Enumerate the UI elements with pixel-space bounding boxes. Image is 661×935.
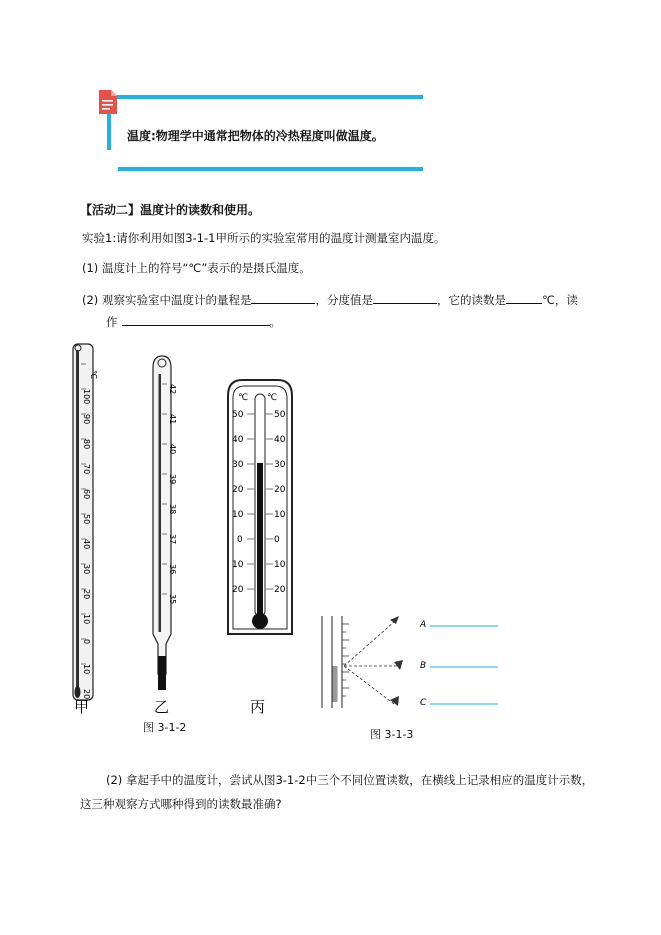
bing-unit-left: ℃ xyxy=(238,393,249,403)
thermometer-jia xyxy=(73,344,98,700)
bing-left-10: 10 xyxy=(232,510,244,520)
jia-label-50: 50 xyxy=(82,514,91,525)
yi-label-38: 38 xyxy=(168,504,177,515)
bing-right-50: 50 xyxy=(274,410,286,420)
bing-right-30: 30 xyxy=(274,460,286,470)
bing-unit-right: ℃ xyxy=(267,393,278,403)
range-blank[interactable] xyxy=(251,292,315,304)
bing-right-neg20: 20 xyxy=(274,585,286,595)
jia-label-30: 30 xyxy=(82,564,91,575)
jia-label-90: 90 xyxy=(82,414,91,425)
figure-3-1-2 xyxy=(60,334,310,724)
definition-text: 温度:物理学中通常把物体的冷热程度叫做温度。 xyxy=(127,129,384,143)
yi-label-35: 35 xyxy=(168,594,177,605)
bing-left-0: 0 xyxy=(237,535,243,545)
q2b-prefix: 作 xyxy=(106,315,118,329)
jia-label-neg20: 20 xyxy=(82,689,91,700)
jia-unit: ℃ xyxy=(89,370,98,379)
bing-right-0: 0 xyxy=(274,535,280,545)
bing-left-neg20: 20 xyxy=(232,585,244,595)
division-value-blank[interactable] xyxy=(373,292,437,304)
jia-label-70: 70 xyxy=(82,464,91,475)
yi-label-39: 39 xyxy=(168,474,177,485)
eye-icons xyxy=(390,616,403,706)
figure-3-1-3-caption: 图 3-1-3 xyxy=(370,728,414,741)
definition-box-top-border xyxy=(107,95,423,99)
question-1: (1) 温度计上的符号“℃”表示的是摄氏温度。 xyxy=(82,261,311,275)
thermometer-yi xyxy=(153,356,177,690)
question-2-continued xyxy=(106,314,281,330)
jia-label-neg10: 10 xyxy=(82,664,91,675)
experiment-instruction: 实验1:请你利用如图3-1-1甲所示的实验室常用的温度计测量室内温度。 xyxy=(82,231,446,245)
yi-label-36: 36 xyxy=(168,564,177,575)
q2b-suffix: 。 xyxy=(269,315,281,329)
thermometer-bing xyxy=(228,380,292,634)
bing-right-neg10: 10 xyxy=(274,560,286,570)
q2-mid1: ，分度值是 xyxy=(315,293,373,307)
q2-prefix: (2) 观察实验室中温度计的量程是 xyxy=(82,293,252,307)
label-bing: 丙 xyxy=(250,698,266,716)
definition-box-bottom-border xyxy=(118,167,423,171)
position-label-b: B xyxy=(420,661,427,671)
label-yi: 乙 xyxy=(154,698,170,716)
jia-label-80: 80 xyxy=(82,439,91,450)
position-label-c: C xyxy=(420,698,427,708)
figure-3-1-2-caption: 图 3-1-2 xyxy=(143,721,187,734)
question-2 xyxy=(82,292,578,308)
yi-label-40: 40 xyxy=(168,444,177,455)
bing-right-10: 10 xyxy=(274,510,286,520)
jia-label-0: 0 xyxy=(82,639,91,645)
bing-right-20: 20 xyxy=(274,485,286,495)
bing-left-50: 50 xyxy=(232,410,244,420)
label-jia: 甲 xyxy=(74,698,90,716)
jia-label-10: 10 xyxy=(82,614,91,625)
activity-heading: 【活动二】温度计的读数和使用。 xyxy=(80,203,261,217)
read-as-blank[interactable] xyxy=(122,314,270,326)
reading-blank[interactable] xyxy=(506,292,542,304)
jia-label-20: 20 xyxy=(82,589,91,600)
q2-suffix: ℃，读 xyxy=(541,293,578,307)
figure-3-1-3 xyxy=(318,612,504,718)
bing-left-30: 30 xyxy=(232,460,244,470)
jia-label-60: 60 xyxy=(82,489,91,500)
yi-label-37: 37 xyxy=(168,534,177,545)
bing-right-40: 40 xyxy=(274,435,286,445)
document-icon xyxy=(98,89,118,115)
yi-label-42: 42 xyxy=(168,384,177,395)
bing-left-20: 20 xyxy=(232,485,244,495)
yi-label-41: 41 xyxy=(168,414,177,425)
position-label-a: A xyxy=(420,620,427,630)
jia-label-100: 100 xyxy=(82,389,91,405)
jia-label-40: 40 xyxy=(82,539,91,550)
question-3: (2) 拿起手中的温度计，尝试从图3-1-2中三个不同位置读数，在横线上记录相应的温度计示数，这三种观察方式哪种得到的读数最准确? xyxy=(80,773,594,811)
bing-left-40: 40 xyxy=(232,435,244,445)
q2-mid2: ，它的读数是 xyxy=(436,293,506,307)
bing-left-neg10: 10 xyxy=(232,560,244,570)
